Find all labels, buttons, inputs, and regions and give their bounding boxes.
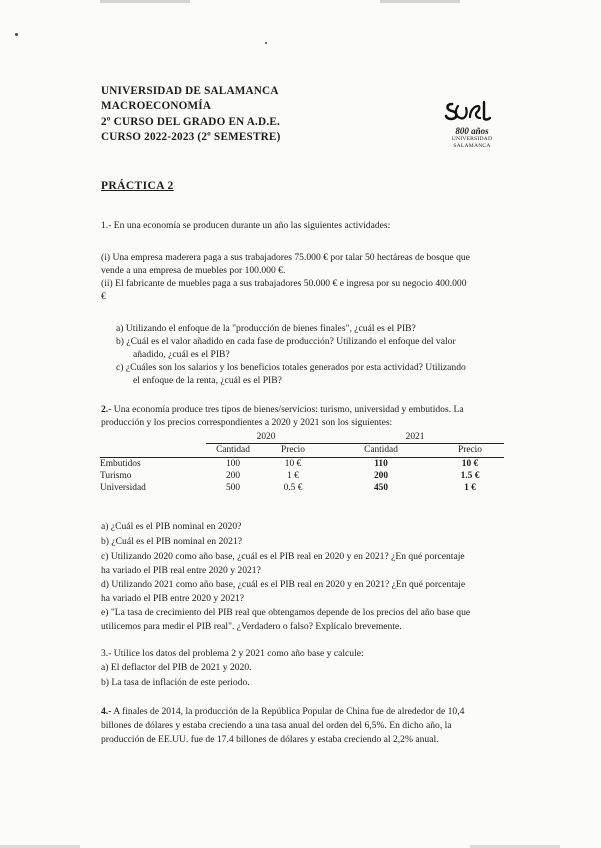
table-cell: 1 € — [287, 471, 299, 482]
q4-line3: producción de EE.UU. fue de 17.4 billones de dólares y estaba creciendo al 2,2% anual. — [101, 734, 439, 745]
scan-edge-artifact — [380, 0, 460, 3]
table-cell: 1 € — [464, 483, 476, 494]
table-cell: 0.5 € — [283, 483, 303, 494]
q3-subquestion-a: a) El deflactor del PIB de 2021 y 2020. — [101, 662, 252, 673]
q1-item-i-line2: vende a una empresa de muebles por 100.000 €. — [101, 265, 286, 276]
q2-subquestion-d-line2: ha variado el PIB entre 2020 y 2021? — [101, 593, 245, 604]
table-header-cell: Precio — [436, 444, 504, 457]
table-row — [100, 482, 504, 494]
table-year-2021: 2021 — [326, 431, 504, 444]
scan-speck — [265, 42, 267, 44]
table-row — [100, 470, 504, 482]
table-row — [100, 457, 504, 470]
scan-edge-artifact — [100, 0, 190, 3]
table-cell: 110 — [374, 458, 388, 469]
table-cell: 1.5 € — [460, 471, 480, 482]
q2-subquestion-c-line2: ha variado el PIB real entre 2020 y 2021? — [101, 565, 261, 576]
q2-subquestion-b: b) ¿Cuál es el PIB nominal en 2021? — [101, 536, 242, 547]
q4-line1-text: A finales de 2014, la producción de la República Popular de China fue de alrededor de 10,4 — [111, 706, 465, 717]
table-cell: 450 — [373, 483, 389, 494]
q1-intro: 1.- En una economía se producen durante un año las siguientes actividades: — [101, 220, 391, 231]
q1-item-ii-line2: € — [101, 291, 106, 302]
header-degree: 2º CURSO DEL GRADO EN A.D.E. — [101, 115, 280, 128]
q2-subquestion-c-line1: c) Utilizando 2020 como año base, ¿cuál es el PIB real en 2020 y en 2021? ¿En qué porcentaje — [101, 551, 465, 562]
q1-item-ii-line1: (ii) El fabricante de muebles paga a sus trabajadores 50.000 € e ingresa por su negocio 400.000 — [101, 278, 467, 289]
q2-subquestion-e-line1: e) "La tasa de crecimiento del PIB real que obtengamos depende de los precios del año base que — [101, 607, 471, 618]
table-header-row — [100, 444, 504, 457]
q1-item-i-line1: (i) Una empresa maderera paga a sus trabajadores 75.000 € por talar 50 hectáreas de bosque que — [101, 252, 470, 263]
q1-subquestion-b-line1: b) ¿Cuál es el valor añadido en cada fase de producción? Utilizando el enfoque del valor — [116, 336, 456, 347]
q2-number: 2.- — [101, 404, 112, 415]
logo-university-line1: UNIVERSIDAD — [451, 136, 493, 142]
q4-number: 4.- — [101, 706, 112, 717]
table-header-cell: Precio — [260, 444, 326, 457]
table-header-cell: Cantidad — [326, 444, 436, 457]
table-cell: Embutidos — [100, 458, 141, 469]
table-cell: 10 € — [461, 458, 479, 469]
table-header-cell: Cantidad — [206, 444, 260, 457]
q2-subquestion-a: a) ¿Cuál es el PIB nominal en 2020? — [101, 521, 242, 532]
table-cell: 10 € — [284, 458, 302, 469]
table-year-row — [100, 431, 504, 444]
q4-line2: billones de dólares y estaba creciendo a una tasa anual del orden del 6,5%. En dicho año, la — [101, 720, 452, 731]
q1-subquestion-c-line1: c) ¿Cuáles son los salarios y los beneficios totales generados por esta actividad? Utilizando — [116, 362, 466, 373]
table-header-cell — [100, 444, 206, 457]
logo-anniversary: 800 años — [455, 126, 489, 136]
q3-subquestion-b: b) La tasa de inflación de este periodo. — [101, 677, 250, 688]
page-title: PRÁCTICA 2 — [101, 180, 174, 192]
scan-speck — [15, 33, 18, 36]
q2-intro-line2: producción y los precios correspondientes a 2020 y 2021 son los siguientes: — [101, 417, 393, 428]
table-cell: 500 — [225, 483, 241, 494]
header-subject: MACROECONOMÍA — [101, 100, 212, 113]
q1-subquestion-a: a) Utilizando el enfoque de la "producción de bienes finales", ¿cuál es el PIB? — [116, 323, 416, 334]
table-cell: 200 — [225, 471, 241, 482]
table-year-2020: 2020 — [206, 431, 326, 444]
logo-university-line2: SALAMANCA — [453, 142, 491, 149]
production-table — [100, 431, 504, 494]
q2-intro-line1 — [101, 403, 464, 416]
q4-line1 — [101, 705, 464, 718]
table-cell: Turismo — [100, 471, 132, 482]
header-university: UNIVERSIDAD DE SALAMANCA — [101, 85, 279, 97]
table-cell: 200 — [373, 471, 389, 482]
table-cell: 100 — [225, 458, 241, 469]
document-header — [101, 84, 281, 145]
q1-subquestion-c-line2: el enfoque de la renta, ¿cuál es el PIB? — [133, 375, 282, 386]
usal-logo-icon — [442, 98, 502, 128]
q2-intro-text: Una economía produce tres tipos de bienes/servicios: turismo, universidad y embutidos. La — [111, 404, 464, 415]
q2-subquestion-d-line1: d) Utilizando 2021 como año base, ¿cuál es el PIB real en 2020 y en 2021? ¿En qué porcentaje — [101, 579, 466, 590]
table-cell: Universidad — [100, 483, 146, 494]
q3-intro: 3.- Utilice los datos del problema 2 y 2021 como año base y calcule: — [101, 648, 364, 659]
q2-subquestion-e-line2: utilicemos para medir el PIB real". ¿Verdadero o falso? Explícalo brevemente. — [101, 621, 402, 632]
header-course: CURSO 2022-2023 (2º SEMESTRE) — [101, 130, 281, 143]
q1-subquestion-b-line2: añadido, ¿cuál es el PIB? — [133, 349, 230, 360]
university-logo — [432, 98, 512, 150]
